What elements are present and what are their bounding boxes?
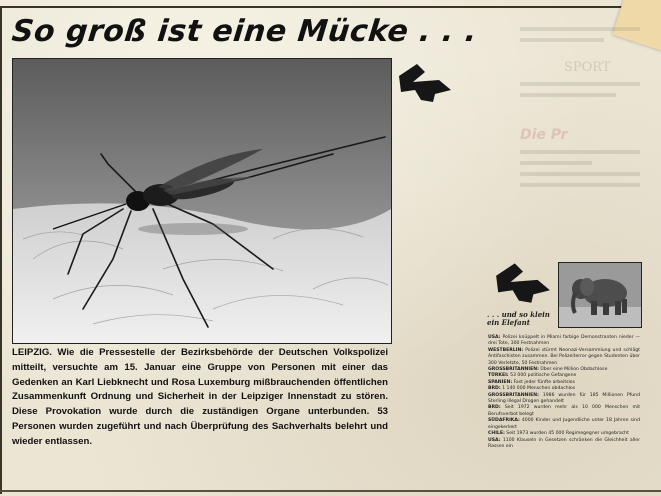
mosquito-photo (12, 58, 392, 344)
fine-print-item: USA: 1100 Klauseln in Gesetzen schränken die Gleichheit aller Rassen ein (488, 437, 640, 449)
newspaper-logo-small-icon (492, 258, 552, 306)
left-rule (0, 6, 2, 494)
fine-print-item: SPANIEN: Fast jeder fünfte arbeitslos (488, 379, 576, 385)
fine-print-list (488, 335, 640, 450)
elephant-caption (487, 311, 557, 327)
fine-print-item: BRD: Seit 1972 wurden mehr als 10 000 Menschen mit Berufsverbot belegt (488, 405, 640, 417)
top-rule (0, 6, 630, 8)
headline: So groß ist eine Mücke . . . (10, 14, 479, 49)
article-body: LEIPZIG. Wie die Pressestelle der Bezirksbehörde der Deutschen Volkspolizei mitteilt, versuchte am 15. Januar eine Gruppe von Personen mit einer das Gedenken an Karl Liebknecht und Rosa Luxemburg mißbrauchenden öffentlichen Zusammenkunft Ordnung und Sicherheit in der Leipziger Innenstadt zu stören. Diese Provokation wurde durch die zuständigen Organe unterbunden. 53 Personen wurden zugeführt und nach Überprüfung des Sachverhalts belehrt und wieder entlassen. (12, 347, 388, 447)
fine-print-item: GROSSBRITANNIEN: Über eine Million Obdachlose (488, 367, 608, 373)
fine-print-item: TÜRKEI: 53 000 politische Gefangene (488, 373, 577, 379)
fine-print-item: GROSSBRITANNIEN: 1986 wurden für 185 Millionen Pfund Sterling illegal Drogen gehandelt (488, 392, 640, 405)
fine-print-item: BRD: 1 140 000 Menschen obdachlos (488, 386, 576, 392)
bottom-rule (0, 490, 661, 492)
caption-line-2: ein Elefant (487, 318, 530, 327)
caption-line-1: . . . und so klein (487, 310, 550, 319)
fine-print-item: SÜDAFRIKA: 4000 Kinder und Jugendliche unter 18 Jahren sind eingekerkert (488, 418, 640, 430)
elephant-photo (558, 262, 642, 328)
newspaper-logo-icon (395, 60, 453, 104)
fine-print-item: WESTBERLIN: Polizei stürmt Neonazi-Versammlung und schlägt Antifaschisten zusammen. Bei Polizeiterror gegen Studenten über 300 Verletzte, 50 Festnahmen (488, 347, 640, 366)
fine-print-item: CHILE: Seit 1973 wurden 45 000 Regimegegner umgebracht (488, 431, 629, 437)
fine-print-item: USA: Polizei knüppelt in Miami farbige Demonstranten nieder — drei Tote, 300 Festnahmen (488, 335, 640, 347)
bleed-through-print: SPORT Die Pr (520, 20, 640, 240)
